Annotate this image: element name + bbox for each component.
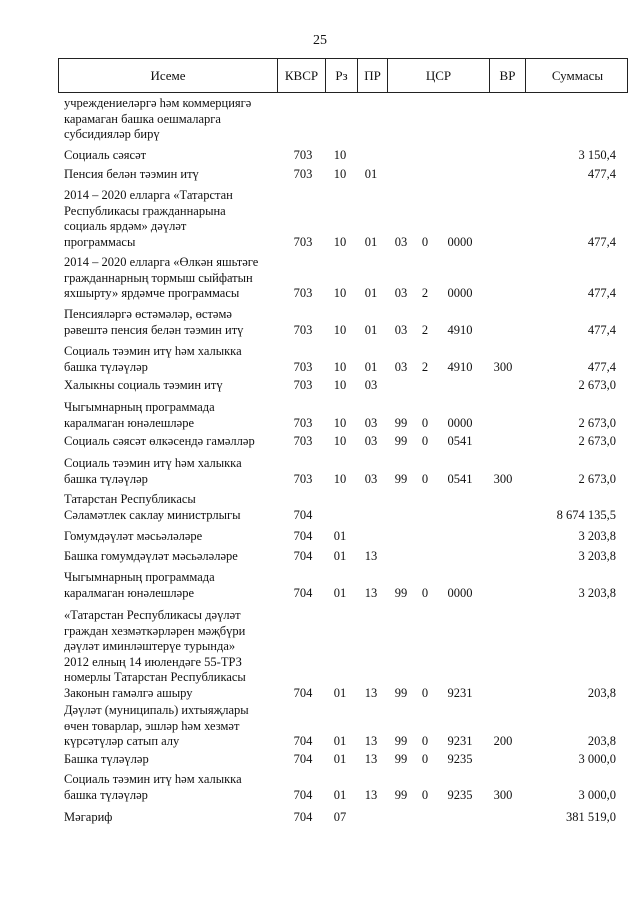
row-name-line: рәвештә пенсия белән тәэмин итү (64, 322, 244, 337)
row-name-line: Гомумдәүләт мәсьәләләре (64, 529, 203, 543)
cell-pr: 01 (364, 359, 378, 374)
cell-pr: 01 (364, 286, 378, 300)
cell-rz: 01 (333, 585, 347, 600)
header-pr: ПР (357, 59, 387, 92)
header-vr: ВР (489, 59, 525, 92)
cell-kvsr: 703 (293, 167, 313, 181)
row-name (64, 167, 269, 183)
row-name (64, 434, 269, 450)
row-name (64, 456, 269, 487)
cell-sum: 2 673,0 (578, 378, 616, 392)
cell-kvsr: 703 (293, 286, 313, 300)
cell-rz: 10 (333, 415, 347, 430)
cell-kvsr: 703 (293, 148, 313, 162)
cell-sum: 2 673,0 (578, 471, 616, 486)
cell-c3: 0541 (447, 471, 473, 486)
row-name-line: яхшырту» ярдәмче программасы (64, 286, 240, 300)
cell-pr: 01 (364, 322, 378, 337)
cell-rz: 01 (333, 752, 347, 766)
cell-c1: 03 (394, 286, 408, 300)
cell-c1: 99 (394, 585, 408, 600)
row-name-line: каралмаган юнәлешләре (64, 415, 195, 430)
row-name-line: каралмаган юнәлешләре (64, 585, 195, 600)
cell-c3: 9235 (447, 752, 473, 766)
cell-c2: 2 (421, 322, 429, 337)
row-name (64, 810, 269, 826)
cell-pr: 01 (364, 167, 378, 181)
row-name-line: Халыкны социаль тәэмин итү (64, 378, 223, 392)
row-name (64, 549, 269, 565)
cell-c1: 99 (394, 434, 408, 448)
header-csr: ЦСР (387, 59, 489, 92)
cell-sum: 8 674 135,5 (556, 507, 616, 522)
cell-sum: 203,8 (587, 685, 616, 700)
cell-rz: 10 (333, 167, 347, 181)
cell-c1: 03 (394, 234, 408, 249)
cell-pr: 01 (364, 234, 378, 249)
page-number: 25 (313, 33, 327, 48)
cell-sum: 3 203,8 (578, 529, 616, 543)
cell-vr: 300 (493, 471, 513, 486)
header-rz: Рз (325, 59, 357, 92)
cell-c2: 0 (421, 752, 429, 766)
cell-kvsr: 704 (293, 549, 313, 563)
cell-kvsr: 703 (293, 434, 313, 448)
cell-c2: 2 (421, 286, 429, 300)
cell-rz: 10 (333, 148, 347, 162)
cell-kvsr: 703 (293, 322, 313, 337)
cell-vr: 300 (493, 787, 513, 802)
cell-c2: 0 (421, 787, 429, 802)
cell-kvsr: 703 (293, 359, 313, 374)
cell-c2: 0 (421, 434, 429, 448)
cell-sum: 477,4 (587, 359, 616, 374)
cell-kvsr: 703 (293, 415, 313, 430)
cell-sum: 381 519,0 (566, 810, 616, 824)
cell-rz: 10 (333, 378, 347, 392)
row-name-line: Социаль сәясәт өлкәсендә гамәлләр (64, 434, 255, 448)
row-name-line: башка түләүләр (64, 787, 148, 802)
row-name-line: Чыгымнарның программада (64, 400, 215, 414)
cell-kvsr: 704 (293, 507, 313, 522)
cell-rz: 10 (333, 359, 347, 374)
row-name (64, 400, 269, 431)
row-name (64, 378, 269, 394)
row-name-line: Татарстан Республикасы (64, 492, 196, 506)
cell-c2: 0 (421, 471, 429, 486)
cell-pr: 13 (364, 787, 378, 802)
row-name (64, 703, 269, 750)
row-name (64, 752, 269, 768)
cell-c1: 99 (394, 415, 408, 430)
cell-rz: 10 (333, 434, 347, 448)
row-name-line: учреждениеләргә һәм коммерциягә (64, 96, 252, 110)
cell-rz: 07 (333, 810, 347, 824)
row-name (64, 307, 269, 338)
cell-kvsr: 704 (293, 585, 313, 600)
cell-c3: 0000 (447, 234, 473, 249)
cell-c1: 99 (394, 471, 408, 486)
cell-c2: 0 (421, 234, 429, 249)
row-name-line: Башка гомумдәүләт мәсьәләләре (64, 549, 238, 563)
cell-c3: 9231 (447, 685, 473, 700)
cell-pr: 13 (364, 585, 378, 600)
cell-sum: 477,4 (587, 322, 616, 337)
cell-c1: 99 (394, 685, 408, 700)
row-name-line: Социаль тәэмин итү һәм халыкка (64, 772, 242, 786)
row-name-line: Республикасы гражданнарына (64, 203, 226, 218)
cell-kvsr: 704 (293, 787, 313, 802)
row-name-line: башка түләүләр (64, 359, 148, 374)
row-name-line: карамаган башка оешмаларга (64, 111, 221, 126)
cell-rz: 01 (333, 734, 347, 748)
cell-c2: 2 (421, 359, 429, 374)
row-name-line: 2014 – 2020 елларга «Татарстан (64, 188, 233, 202)
row-name-line: Башка түләүләр (64, 752, 149, 766)
row-name-line: граждан хезмәткәрләрен мәҗбүри (64, 623, 246, 638)
row-name (64, 772, 269, 803)
cell-kvsr: 704 (293, 529, 313, 543)
cell-c1: 03 (394, 359, 408, 374)
cell-pr: 03 (364, 378, 378, 392)
row-name (64, 96, 269, 143)
cell-c3: 0000 (447, 286, 473, 300)
row-name (64, 492, 269, 523)
cell-rz: 01 (333, 549, 347, 563)
cell-c1: 99 (394, 752, 408, 766)
cell-sum: 3 150,4 (578, 148, 616, 162)
cell-kvsr: 704 (293, 810, 313, 824)
cell-c3: 4910 (447, 359, 473, 374)
header-name: Исеме (150, 67, 186, 83)
header-sum: Суммасы (525, 59, 629, 92)
row-name-line: Пенсия белән тәэмин итү (64, 167, 199, 181)
cell-pr: 13 (364, 549, 378, 563)
cell-c3: 9235 (447, 787, 473, 802)
cell-rz: 10 (333, 322, 347, 337)
cell-kvsr: 703 (293, 234, 313, 249)
cell-sum: 477,4 (587, 167, 616, 181)
row-name-line: дәүләт иминләштерүе турында» (64, 639, 236, 653)
cell-sum: 3 000,0 (578, 787, 616, 802)
cell-c3: 0541 (447, 434, 473, 448)
cell-vr: 200 (493, 734, 513, 748)
cell-pr: 13 (364, 685, 378, 700)
header-kvsr: КВСР (277, 59, 325, 92)
row-name-line: Социаль сәясәт (64, 148, 147, 162)
cell-sum: 477,4 (587, 234, 616, 249)
cell-c2: 0 (421, 415, 429, 430)
row-name (64, 529, 269, 545)
row-name-line: программасы (64, 234, 136, 249)
row-name-line: Дәүләт (муниципаль) ихтыяҗлары (64, 703, 249, 717)
cell-rz: 01 (333, 787, 347, 802)
cell-c3: 4910 (447, 322, 473, 337)
row-name (64, 148, 269, 164)
table-header (58, 58, 628, 93)
row-name (64, 344, 269, 375)
cell-sum: 3 203,8 (578, 585, 616, 600)
cell-sum: 3 000,0 (578, 752, 616, 766)
row-name-line: 2012 елның 14 июлендәге 55-ТРЗ (64, 654, 242, 669)
row-name-line: Законын гамәлгә ашыру (64, 685, 193, 700)
cell-pr: 13 (364, 734, 378, 748)
row-name-line: «Татарстан Республикасы дәүләт (64, 608, 241, 622)
cell-c1: 03 (394, 322, 408, 337)
row-name (64, 188, 269, 250)
cell-rz: 10 (333, 471, 347, 486)
cell-pr: 13 (364, 752, 378, 766)
row-name-line: Социаль тәэмин итү һәм халыкка (64, 456, 242, 470)
row-name (64, 608, 269, 701)
row-name-line: Пенсияләргә өстәмәләр, өстәмә (64, 307, 232, 321)
cell-pr: 03 (364, 471, 378, 486)
row-name (64, 570, 269, 601)
row-name-line: Сәламәтлек саклау министрлыгы (64, 507, 241, 522)
cell-c2: 0 (421, 585, 429, 600)
row-name-line: номерлы Татарстан Республикасы (64, 670, 246, 684)
cell-pr: 03 (364, 415, 378, 430)
cell-sum: 477,4 (587, 286, 616, 300)
cell-sum: 203,8 (587, 734, 616, 748)
row-name-line: 2014 – 2020 елларга «Өлкән яшьтәге (64, 255, 259, 269)
cell-sum: 2 673,0 (578, 415, 616, 430)
cell-rz: 01 (333, 685, 347, 700)
row-name-line: өчен товарлар, эшләр һәм хезмәт (64, 718, 240, 733)
cell-rz: 10 (333, 286, 347, 300)
cell-c2: 0 (421, 685, 429, 700)
row-name-line: башка түләүләр (64, 471, 148, 486)
row-name-line: социаль ярдәм» дәүләт (64, 219, 187, 233)
cell-sum: 2 673,0 (578, 434, 616, 448)
cell-c3: 0000 (447, 415, 473, 430)
row-name-line: субсидияләр бирү (64, 127, 160, 141)
cell-c3: 9231 (447, 734, 473, 748)
row-name-line: Мәгариф (64, 810, 113, 824)
cell-pr: 03 (364, 434, 378, 448)
row-name-line: Социаль тәэмин итү һәм халыкка (64, 344, 242, 358)
cell-sum: 3 203,8 (578, 549, 616, 563)
cell-kvsr: 703 (293, 471, 313, 486)
cell-c2: 0 (421, 734, 429, 748)
row-name-line: гражданнарның тормыш сыйфатын (64, 270, 253, 285)
cell-rz: 10 (333, 234, 347, 249)
cell-rz: 01 (333, 529, 347, 543)
cell-vr: 300 (493, 359, 513, 374)
cell-kvsr: 704 (293, 685, 313, 700)
cell-c1: 99 (394, 734, 408, 748)
row-name (64, 255, 269, 302)
row-name-line: Чыгымнарның программада (64, 570, 215, 584)
cell-kvsr: 704 (293, 734, 313, 748)
cell-c1: 99 (394, 787, 408, 802)
row-name-line: күрсәтүләр сатып алу (64, 734, 180, 748)
cell-kvsr: 704 (293, 752, 313, 766)
cell-c3: 0000 (447, 585, 473, 600)
cell-kvsr: 703 (293, 378, 313, 392)
